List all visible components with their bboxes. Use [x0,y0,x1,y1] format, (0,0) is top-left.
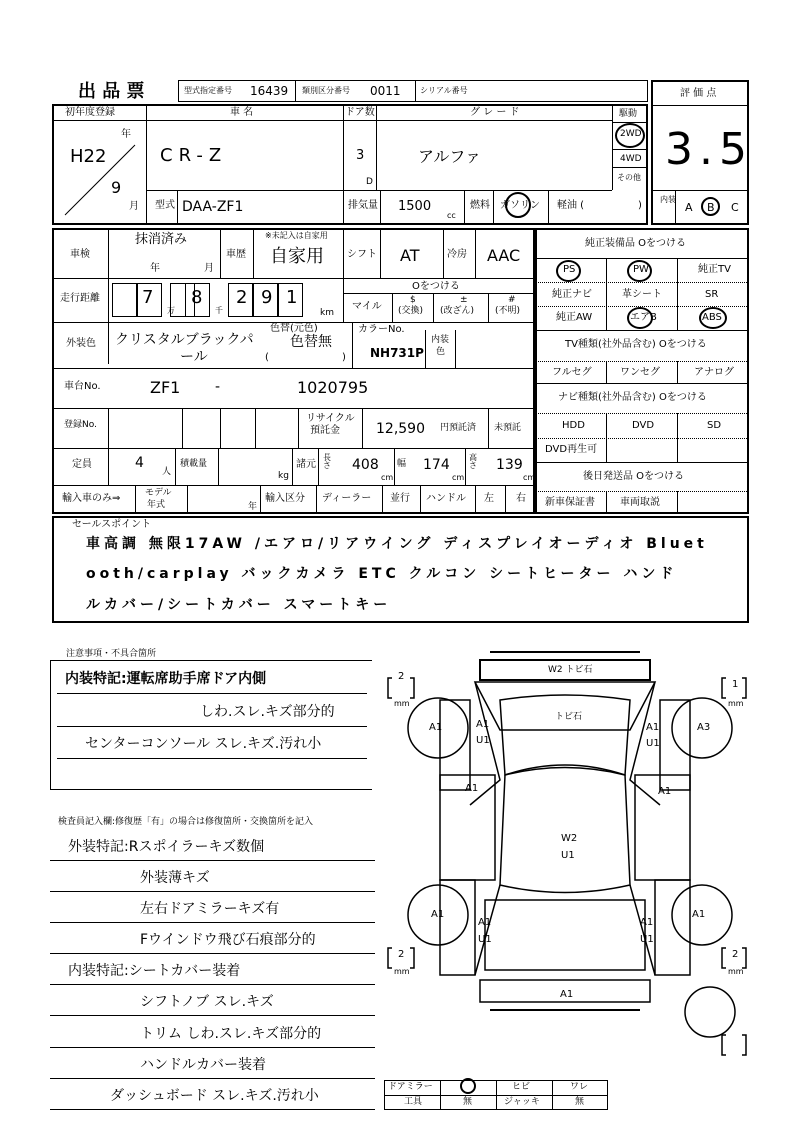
equip-sr: SR [705,289,719,300]
sales-points-label: セールスポイント [72,519,152,530]
fuel-close: ) [638,200,642,211]
chassis-number: 1020795 [297,378,369,397]
mileage-opt-unknown-sym: # [508,295,516,305]
mileage-opt-tamper: (改ざん) [440,306,475,316]
color-change-label: 色替(元色) [270,323,318,334]
ac-label: 冷房 [447,249,467,260]
crack-label: ヒビ [512,1082,531,1092]
diagram-corner-rl-mm: mm [394,967,410,976]
equip-navi: 純正ナビ [552,289,592,300]
import-parallel: 並行 [390,493,410,504]
sales-point-line-3: ルカバー/シートカバー スマートキー [86,597,392,613]
length-label: 長さ [323,453,331,470]
first-reg-era: H22 [70,146,107,167]
equipment-title: 純正装備品 Oをつける [585,238,687,249]
history-value: 自家用 [270,246,324,267]
later-title: 後日発送品 Oをつける [583,471,685,482]
diagram-rear-bumper: A1 [560,989,574,1000]
interior-color-label-2: 色 [436,347,446,357]
fuel-label: 燃料 [470,200,490,211]
inspection-year: 年 [150,263,160,274]
equip-leather: 革シート [622,289,662,300]
width-cm: cm [452,473,465,482]
doors-d: D [366,177,373,187]
recycle-deposited: 円預託済 [440,423,477,433]
mileage-circle-note: Oをつける [412,281,460,292]
color-label: 外装色 [66,338,96,349]
tv-fullseg: フルセグ [552,367,592,378]
import-dealer: ディーラー [322,493,372,504]
score-value: 3.5 [665,124,753,175]
capacity-unit: 人 [162,467,172,477]
drive-other: その他 [617,173,641,182]
sales-point-line-1: 車高調 無限17AW /エアロ/リアウイング ディスプレイオーディオ Bluet [86,536,708,552]
sales-point-line-2: ooth/carplay バックカメラ ETC クルコン シートヒーター ハンド [86,566,678,582]
inspector-line-6: シフトノブ スレ.キズ [140,994,274,1010]
inspector-line-2: 外装薄キズ [140,870,210,886]
first-reg-month: 9 [111,178,122,197]
diagram-wheel-rr: A1 [692,909,706,920]
handle-label: ハンドル [426,493,466,504]
equip-abs-circle [699,307,727,329]
diagram-door-r: A1 [658,786,672,797]
serial-label: シリアル番号 [420,86,468,95]
inspection-label: 車検 [70,249,90,260]
diagram-corner-rl: 2 [398,949,405,960]
model-year-label-1: モデル [145,488,172,498]
model-year-label-2: 年式 [147,500,166,510]
model-designation-label: 型式指定番号 [184,86,232,95]
diagram-corner-fr-mm: mm [728,699,744,708]
year-unit: 年 [121,129,131,140]
diagram-fender-fl-2: U1 [476,735,490,746]
capacity-value: 4 [135,455,144,471]
mileage-opt-unknown: (不明) [495,306,521,316]
height-cm: cm [523,473,536,482]
mileage-opt-exchange-sym: $ [410,295,416,305]
grade-label: グ レ ー ド [470,107,520,118]
interior-grade-circle [701,197,720,216]
diagram-quarter-rl: A1 [478,917,492,928]
jack-value: 無 [575,1097,585,1107]
shift-value: AT [400,246,420,265]
drive-label: 駆動 [619,109,638,119]
score-label: 評 価 点 [680,88,717,99]
diagram-fender-fr-2: U1 [646,738,660,749]
length-value: 408 [352,457,379,473]
dvd-playback: DVD再生可 [545,444,598,455]
diagram-door-l: A1 [465,783,479,794]
height-label: 高さ [469,453,477,470]
notes-line-1: 内装特記:運転席助手席ドア内側 [65,671,267,687]
width-value: 174 [423,457,450,473]
mileage-unit-sen: 千 [215,306,223,315]
equip-pw: PW [633,264,649,275]
diagram-corner-fl-mm: mm [394,699,410,708]
equip-pw-circle [627,260,652,282]
diagram-hood: トビ石 [555,712,583,722]
inspector-line-3: 左右ドアミラーキズ有 [140,901,280,917]
diagram-wheel-rl: A1 [431,909,445,920]
diagram-wheel-fl: A1 [429,722,443,733]
color-change-value: 色替無 [290,334,332,350]
color-code-value: NH731P [370,346,424,360]
mileage-digit-3: 2 [236,287,248,308]
interior-grade-b: B [707,201,715,214]
header-id-box [178,80,648,102]
inspection-value: 抹消済み [135,232,188,247]
fuel-light-oil: 軽油 ( [557,200,585,211]
notes-label: 注意事項・不具合箇所 [66,649,157,659]
navi-hdd: HDD [562,420,585,431]
car-name-label: 車 名 [230,107,254,118]
recycle-not-deposited: 未預託 [494,423,522,433]
doors-value: 3 [356,148,365,163]
color-code-label: カラーNo. [358,324,405,335]
diagram-corner-rr: 2 [732,949,739,960]
navi-title: ナビ種類(社外品含む) Oをつける [558,392,707,403]
mileage-opt-exchange: (交換) [398,306,424,316]
drive-4wd: 4WD [620,154,642,164]
diagram-corner-rr-mm: mm [728,967,744,976]
diagram-roof: W2 [561,833,578,844]
car-name-value: CR-Z [160,145,228,166]
tools-label: 工具 [404,1097,423,1107]
tv-title: TV種類(社外品含む) Oをつける [565,339,707,350]
drive-2wd: 2WD [620,129,642,139]
interior-color-label-1: 内装 [431,335,450,345]
mileage-digit-2: 8 [191,287,203,308]
fuel-gasoline-circle [505,192,531,218]
registration-label: 登録No. [64,420,97,430]
model-designation-value: 16439 [250,84,289,98]
fuel-gasoline: ガソリン [500,200,540,211]
category-value: 0011 [370,84,401,98]
inspector-line-4: Fウインドウ飛び石痕部分的 [140,932,316,948]
sheet-title: 出 品 票 [78,81,145,102]
inspector-label: 検査員記入欄:修復歴「有」の場合は修復箇所・交換箇所を記入 [58,817,314,827]
later-manual: 車両取説 [620,497,660,508]
tv-oneseg: ワンセグ [620,367,660,378]
ac-value: AAC [487,246,521,265]
import-only-label: 輸入車のみ⇒ [62,493,121,504]
month-unit: 月 [129,201,139,212]
mileage-label: 走行距離 [60,293,100,304]
diagram-fender-fr: A1 [646,722,660,733]
interior-grade-a: A [685,201,693,214]
color-paren-close: ) [342,352,346,363]
mirror-circle [460,1078,476,1094]
inspector-line-9: ダッシュボード スレ.キズ.汚れ小 [110,1088,319,1104]
tv-analog: アナログ [694,367,734,378]
grade-value: アルファ [418,147,482,166]
later-warranty: 新車保証書 [545,497,595,508]
mileage-digit-4: 9 [261,287,273,308]
doors-label: ドア数 [345,107,375,118]
recycle-value: 12,590 [376,421,425,437]
drive-2wd-circle [615,123,645,148]
diagram-wheel-fr: A3 [697,722,711,733]
interior-label: 内装 [660,195,676,204]
displacement-value: 1500 [398,199,432,214]
height-value: 139 [496,457,523,473]
recycle-label-1: リサイクル [306,413,355,424]
diagram-fender-fl: A1 [476,719,490,730]
tools-value: 無 [463,1097,473,1107]
chassis-dash: - [215,379,221,395]
type-label: 型式 [155,200,175,211]
spec-label: 諸元 [296,459,316,470]
inspector-line-8: ハンドルカバー装着 [140,1057,266,1073]
history-note: ※未記入は自家用 [265,231,328,240]
diagram-roof-2: U1 [561,850,575,861]
navi-dvd: DVD [632,420,655,431]
color-value-1: クリスタルブラックパ [115,332,254,348]
shift-label: シフト [347,249,377,260]
mileage-digit-5: 1 [286,287,298,308]
mileage-unit-man: 万 [167,306,175,315]
history-label: 車歴 [226,249,246,260]
first-reg-label: 初年度登録 [65,107,115,118]
import-type-label: 輸入区分 [265,493,305,504]
category-label: 類別区分番号 [302,86,350,95]
load-kg: kg [278,471,289,481]
equip-ps: PS [563,264,576,275]
first-reg-divider [60,140,140,220]
notes-line-3: センターコンソール スレ.キズ.汚れ小 [85,736,322,752]
mileage-opt-tamper-sym: ± [460,295,468,305]
model-year-unit: 年 [248,502,258,512]
handle-left: 左 [484,493,494,504]
equip-tv: 純正TV [698,264,731,275]
load-label: 積載量 [180,459,208,469]
diagram-quarter-rl-2: U1 [478,934,492,945]
color-paren-open: ( [265,352,269,363]
jack-label: ジャッキ [504,1097,540,1107]
break-label: ワレ [570,1082,589,1092]
capacity-label: 定員 [72,459,92,470]
type-value: DAA-ZF1 [182,199,244,215]
equip-ps-circle [556,260,581,282]
recycle-label-2: 預託金 [310,425,340,436]
diagram-quarter-rr: A1 [640,917,654,928]
diagram-corner-fr: 1 [732,679,739,690]
equip-airbag-circle [627,307,653,329]
notes-line-2: しわ.スレ.キズ部分的 [200,704,335,720]
mileage-digit-1: 7 [142,287,154,308]
vehicle-details-box [52,228,535,514]
diagram-quarter-rr-2: U1 [640,934,654,945]
handle-right: 右 [516,493,526,504]
diagram-windshield: W2 トビ石 [548,665,593,675]
diagram-corner-fl: 2 [398,671,405,682]
chassis-label: 車台No. [64,381,101,392]
mirror-label: ドアミラー [388,1082,433,1092]
equip-airbag: エアB [630,312,657,323]
chassis-prefix: ZF1 [150,378,181,397]
length-cm: cm [381,473,394,482]
mileage-opt-mile: マイル [352,301,382,312]
mileage-km: km [320,308,334,318]
navi-sd: SD [707,420,722,431]
displacement-cc: cc [447,211,456,220]
width-label: 幅 [397,459,407,469]
inspector-line-5: 内装特記:シートカバー装着 [68,963,241,979]
inspection-month: 月 [204,263,214,274]
color-value-2: ール [180,349,208,365]
inspector-line-1: 外装特記:Rスポイラーキズ数個 [68,839,265,855]
displacement-label: 排気量 [348,200,378,211]
equip-aw: 純正AW [556,312,593,323]
interior-grade-c: C [731,201,739,214]
equip-abs: ABS [702,312,722,323]
inspector-line-7: トリム しわ.スレ.キズ部分的 [140,1026,322,1042]
